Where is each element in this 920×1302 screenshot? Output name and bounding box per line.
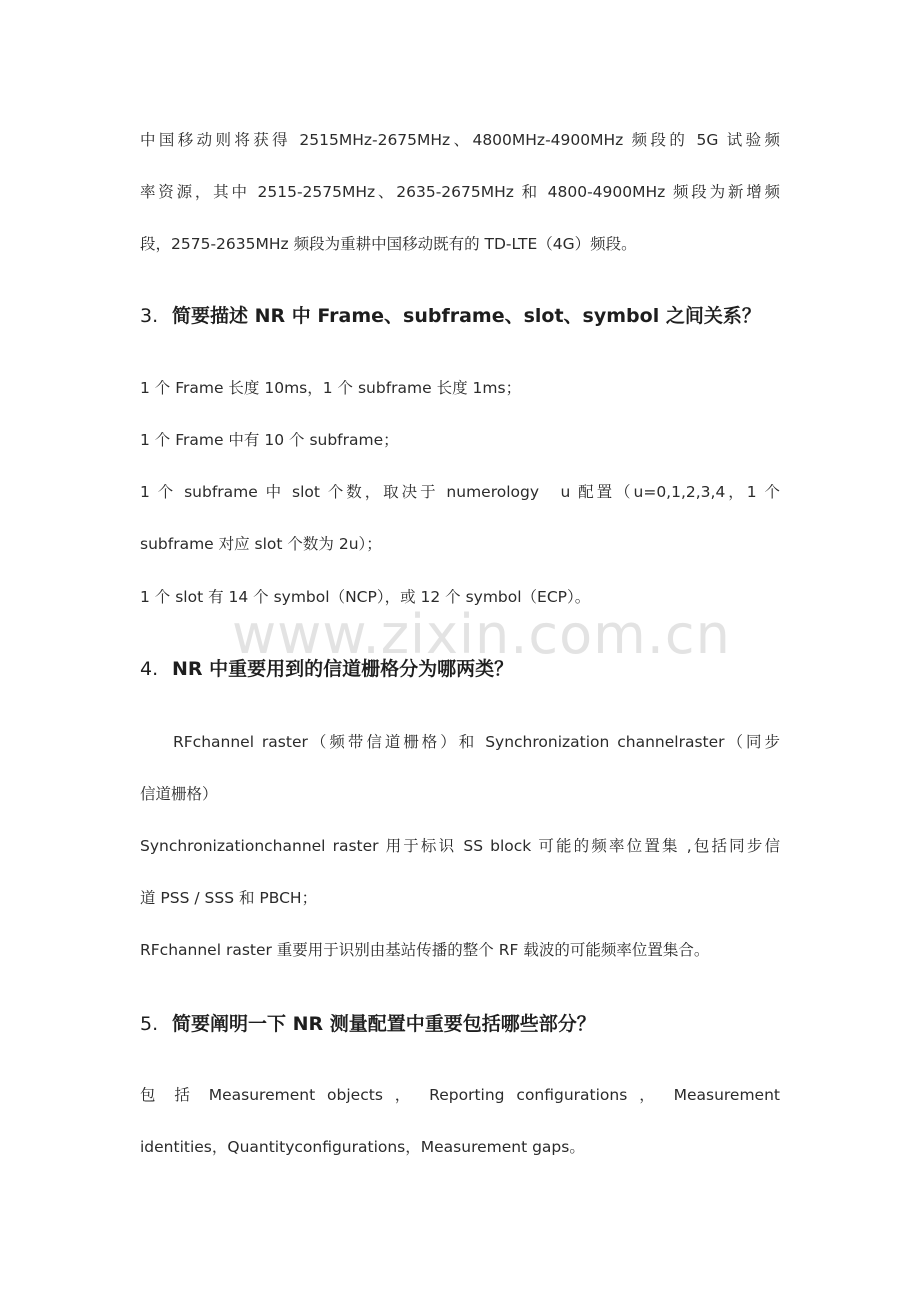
intro-line-1: 中国移动则将获得 2515MHz-2675MHz、4800MHz-4900MHz 频段的 5G 试验频: [140, 131, 780, 149]
section-3-line-2: 1 个 Frame 中有 10 个 subframe；: [140, 431, 399, 449]
section-3-title: 简要描述 NR 中 Frame、subframe、slot、symbol 之间关系？: [172, 305, 761, 327]
section-4-line-3: Synchronizationchannel raster 用于标识 SS block 可能的频率位置集 ,包括同步信: [140, 837, 780, 855]
section-4-line-1: RFchannel raster（频带信道栅格）和 Synchronization channelraster（同步: [173, 733, 780, 751]
section-4-line-5: RFchannel raster 重要用于识别由基站传播的整个 RF 载波的可能频率位置集合。: [140, 941, 710, 959]
section-4-line-2: 信道栅格）: [140, 785, 218, 803]
section-4-title: NR 中重要用到的信道栅格分为哪两类？: [172, 658, 514, 680]
intro-line-2: 率资源，其中 2515-2575MHz、2635-2675MHz 和 4800-4900MHz 频段为新增频: [140, 183, 780, 201]
section-4-heading: [140, 656, 800, 682]
section-3-line-4: subframe 对应 slot 个数为 2u）；: [140, 535, 382, 553]
section-3-line-5: 1 个 slot 有 14 个 symbol（NCP），或 12 个 symbol（ECP）。: [140, 588, 591, 606]
section-3-line-3: 1 个 subframe 中 slot 个数，取决于 numerology u 配置（u=0,1,2,3,4，1 个: [140, 483, 780, 501]
section-5-number: 5.: [140, 1013, 159, 1035]
section-5-title: 简要阐明一下 NR 测量配置中重要包括哪些部分？: [172, 1013, 596, 1035]
section-3-line-1: 1 个 Frame 长度 10ms，1 个 subframe 长度 1ms；: [140, 379, 522, 397]
watermark: www.zixin.com.cn: [232, 603, 731, 666]
section-5-line-2: identities，Quantityconfigurations，Measurement gaps。: [140, 1138, 585, 1156]
section-5-line-1: 包 括 Measurement objects ， Reporting configurations ， Measurement: [140, 1086, 780, 1104]
section-3-number: 3.: [140, 305, 159, 327]
section-4-number: 4.: [140, 658, 159, 680]
intro-line-3: 段，2575-2635MHz 频段为重耕中国移动既有的 TD-LTE（4G）频段。: [140, 235, 637, 253]
section-4-line-4: 道 PSS / SSS 和 PBCH；: [140, 889, 318, 907]
section-5-heading: [140, 1011, 800, 1037]
section-3-heading: [140, 303, 800, 329]
